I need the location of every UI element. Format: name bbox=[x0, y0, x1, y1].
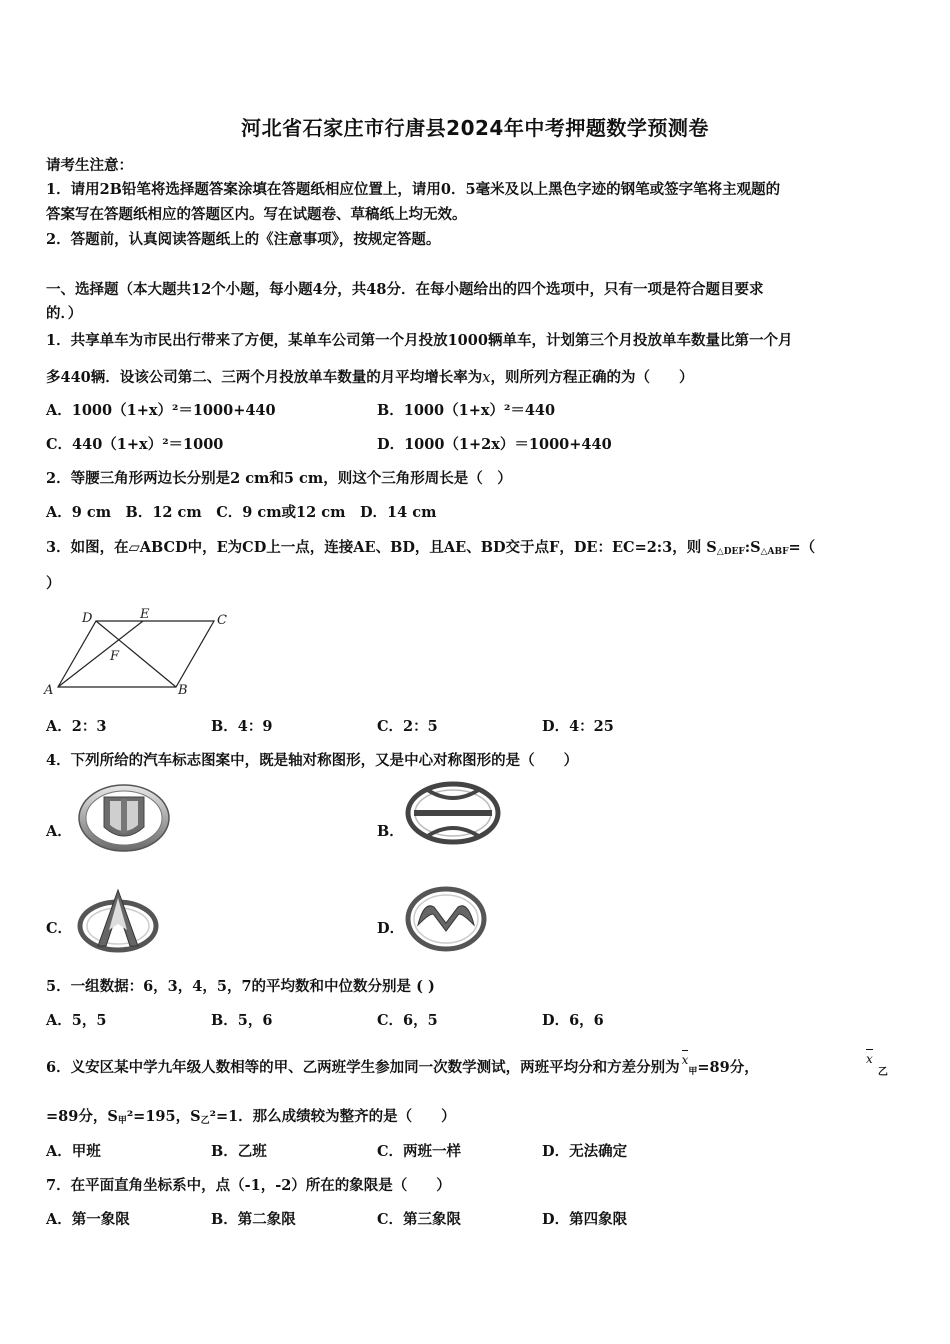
q3-stem: 3．如图，在▱ABCD中，E为CD上一点，连接AE、BD，且AE、BD交于点F，DE：EC=2:3，则 $S_{\triangle DEF}:S_{\triangle ABF}=$（ bbox=[46, 539, 816, 557]
q7-option-d: D．第四象限 bbox=[542, 1211, 628, 1228]
q6-stem-line-2: =89分，$S_甲^2=195$，$S_乙^2=1$．那么成绩较为整齐的是（ ） bbox=[46, 1108, 456, 1126]
notice-heading: 请考生注意： bbox=[46, 157, 133, 174]
label-a: A bbox=[44, 683, 54, 698]
label-d: D bbox=[82, 611, 93, 626]
q2-options: A．9 cm B．12 cm C．9 cm或12 cm D．14 cm bbox=[46, 504, 437, 521]
notice-line-1b: 答案写在答题纸相应的答题区内。写在试题卷、草稿纸上均无效。 bbox=[46, 206, 467, 223]
q2-stem: 2．等腰三角形两边长分别是2 cm和5 cm，则这个三角形周长是（ ） bbox=[46, 470, 512, 487]
q6-option-c: C．两班一样 bbox=[377, 1143, 462, 1160]
q3-stem-close: ） bbox=[46, 575, 61, 592]
xbar-symbol: x bbox=[681, 1053, 689, 1067]
section-header-line-1: 一、选择题（本大题共12个小题，每小题4分，共48分．在每小题给出的四个选项中，只有一项是符合题目要求 bbox=[46, 281, 764, 298]
q4-stem: 4．下列所给的汽车标志图案中，既是轴对称图形，又是中心对称图形的是（ ） bbox=[46, 752, 579, 769]
section-header-line-2: 的．） bbox=[46, 305, 83, 322]
notice-line-1a: 1．请用2B铅笔将选择题答案涂填在答题纸相应位置上，请用0．5毫米及以上黑色字迹的钢笔或签字笔将主观题的 bbox=[46, 181, 781, 198]
q6-option-b: B．乙班 bbox=[211, 1143, 267, 1160]
q6-xbar-yi: x $_乙$ bbox=[866, 1052, 888, 1078]
q4-option-c-label: C． bbox=[46, 920, 73, 937]
label-c: C bbox=[217, 613, 227, 628]
page-title: 河北省石家庄市行唐县2024年中考押题数学预测卷 bbox=[241, 116, 709, 140]
q4-option-a-label: A． bbox=[46, 823, 72, 840]
q7-option-b: B．第二象限 bbox=[211, 1211, 296, 1228]
q3-option-d: D．4：25 bbox=[542, 718, 614, 735]
q7-option-a: A．第一象限 bbox=[46, 1211, 130, 1228]
q1-option-c: C．440（1+x）²＝1000 bbox=[46, 436, 224, 453]
q3-option-b: B．4：9 bbox=[211, 718, 273, 735]
q3-option-a: A．2：3 bbox=[46, 718, 107, 735]
segment-ae bbox=[58, 621, 143, 687]
q5-option-b: B．5，6 bbox=[211, 1012, 273, 1029]
label-b: B bbox=[178, 683, 188, 698]
q4-logo-mazda-icon bbox=[404, 885, 488, 953]
segment-bd bbox=[96, 621, 176, 687]
q5-stem: 5．一组数据：6，3，4，5，7的平均数和中位数分别是 ( ) bbox=[46, 978, 435, 995]
q4-logo-changan-icon bbox=[76, 884, 160, 954]
q5-option-c: C．6，5 bbox=[377, 1012, 438, 1029]
q3-parallelogram-figure bbox=[40, 604, 240, 700]
q1-stem-line-1: 1．共享单车为市民出行带来了方便，某单车公司第一个月投放1000辆单车，计划第三个月投放单车数量比第一个月 bbox=[46, 332, 793, 349]
q4-option-b-label: B． bbox=[377, 823, 404, 840]
q5-option-a: A．5，5 bbox=[46, 1012, 107, 1029]
q7-option-c: C．第三象限 bbox=[377, 1211, 462, 1228]
label-e: E bbox=[140, 607, 150, 622]
xbar-symbol-2: x bbox=[866, 1052, 873, 1066]
q1-option-a: A．1000（1+x）²＝1000+440 bbox=[46, 402, 276, 419]
q6-option-a: A．甲班 bbox=[46, 1143, 101, 1160]
q4-option-d-label: D． bbox=[377, 920, 405, 937]
q4-logo-hino-icon bbox=[404, 781, 502, 845]
label-f: F bbox=[110, 649, 120, 664]
q6-stem-line-1: 6．义安区某中学九年级人数相等的甲、乙两班学生参加同一次数学测试，两班平均分和方差分别为 $x_甲=89$分， bbox=[46, 1053, 759, 1077]
q4-logo-great-wall-icon bbox=[76, 783, 172, 853]
q1-option-d: D．1000（1+2x）＝1000+440 bbox=[377, 436, 612, 453]
q7-stem: 7．在平面直角坐标系中，点（-1，-2）所在的象限是（ ） bbox=[46, 1177, 451, 1194]
q1-option-b: B．1000（1+x）²＝440 bbox=[377, 402, 556, 419]
q1-stem-line-2: 多440辆．设该公司第二、三两个月投放单车数量的月平均增长率为x，则所列方程正确的为（ ） bbox=[46, 369, 694, 386]
q6-option-d: D．无法确定 bbox=[542, 1143, 628, 1160]
notice-line-2: 2．答题前，认真阅读答题纸上的《注意事项》，按规定答题。 bbox=[46, 231, 441, 248]
q3-option-c: C．2：5 bbox=[377, 718, 438, 735]
q5-option-d: D．6，6 bbox=[542, 1012, 604, 1029]
